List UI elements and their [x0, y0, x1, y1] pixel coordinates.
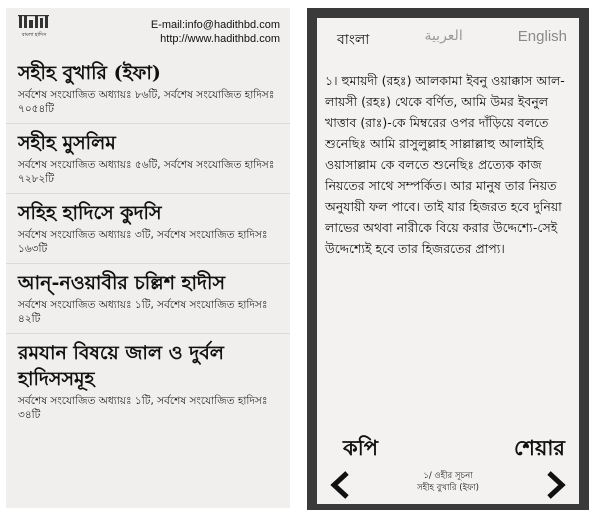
copy-button[interactable]: কপি	[343, 435, 378, 460]
hadith-text: ১। হুমায়দী (রহঃ) আলকামা ইবনু ওয়াক্কাস আল-লায়সী (রহঃ) থেকে বর্ণিত, আমি উমর ইবনুল খাত্তাব (রাঃ)-কে মিম্বরের ওপর দাঁড়িয়ে বলতে শুনেছিঃ আমি রাসুলুল্লাহ সাল্লাল্লাহু আলাইহি ওয়াসাল্লাম কে বলতে শুনেছিঃ প্রত্যেক কাজ নিয়তের সাথে সম্পর্কিত। আর মানুষ তার নিয়ত অনুযায়ী ফল পাবে। তাই যার হিজরত হবে দুনিয়া লাভের অথবা নারীকে বিয়ে করার উদ্দেশ্যে-সেই উদ্দেশ্যেই হবে তার হিজরতের প্রাপ্য।	[325, 73, 565, 256]
book-title: আন্-নওয়াবীর চল্লিশ হাদীস	[18, 272, 226, 294]
share-button[interactable]: শেয়ার	[514, 435, 565, 460]
book-meta: সর্বশেষ সংযোজিত অধ্যায়ঃ ১টি, সর্বশেষ সংযোজিত হাদিসঃ ৪২টি	[18, 299, 268, 325]
book-item-ramadan[interactable]	[6, 334, 290, 429]
logo-icon	[18, 14, 50, 30]
book-title: সহীহ মুসলিম	[18, 132, 116, 154]
book-meta: সর্বশেষ সংযোজিত অধ্যায়ঃ ৩টি, সর্বশেষ সংযোজিত হাদিসঃ ১৬৩টি	[18, 229, 268, 255]
book-meta: সর্বশেষ সংযোজিত অধ্যায়ঃ ১টি, সর্বশেষ সংযোজিত হাদিসঃ ৩৪টি	[18, 395, 268, 421]
contact-email[interactable]: E-mail:info@hadithbd.com	[150, 19, 280, 31]
book-item-bukhari[interactable]	[6, 54, 290, 124]
book-title: রমযান বিষয়ে জাল ও দুর্বল হাদিসসমূহ	[18, 342, 224, 390]
chevron-left-icon[interactable]	[329, 470, 351, 500]
hadith-navigation	[317, 464, 579, 502]
book-list	[6, 54, 290, 429]
logo-text: বাংলা হাদিস	[21, 32, 47, 38]
tab-english[interactable]: English	[517, 28, 567, 45]
contact-info	[151, 18, 280, 46]
book-item-nawawi[interactable]	[6, 264, 290, 334]
nav-book: সহীহ বুখারি (ইফা)	[417, 483, 479, 493]
chevron-right-icon[interactable]	[545, 470, 567, 500]
nav-caption	[377, 470, 519, 494]
book-item-muslim[interactable]	[6, 124, 290, 194]
book-title: সহীহ বুখারি (ইফা)	[18, 62, 161, 84]
app-logo	[18, 14, 50, 44]
book-meta: সর্বশেষ সংযোজিত অধ্যায়ঃ ৮৬টি, সর্বশেষ সংযোজিত হাদিসঃ ৭০৫৪টি	[18, 89, 275, 115]
tab-arabic[interactable]: العربية	[424, 28, 463, 44]
language-tabs	[317, 28, 579, 52]
nav-chapter: ১/ ওহীর সূচনা	[423, 471, 473, 481]
book-list-panel	[6, 8, 290, 508]
tab-bangla[interactable]: বাংলা	[337, 32, 370, 48]
header	[6, 8, 290, 50]
contact-website[interactable]: http://www.hadithbd.com	[160, 33, 280, 45]
book-item-qudsi[interactable]	[6, 194, 290, 264]
hadith-screen	[317, 18, 579, 504]
hadith-detail-panel	[307, 8, 589, 510]
book-title: সহিহ হাদিসে কুদসি	[18, 202, 162, 224]
book-meta: সর্বশেষ সংযোজিত অধ্যায়ঃ ৫৬টি, সর্বশেষ সংযোজিত হাদিসঃ ৭২৮২টি	[18, 159, 275, 185]
